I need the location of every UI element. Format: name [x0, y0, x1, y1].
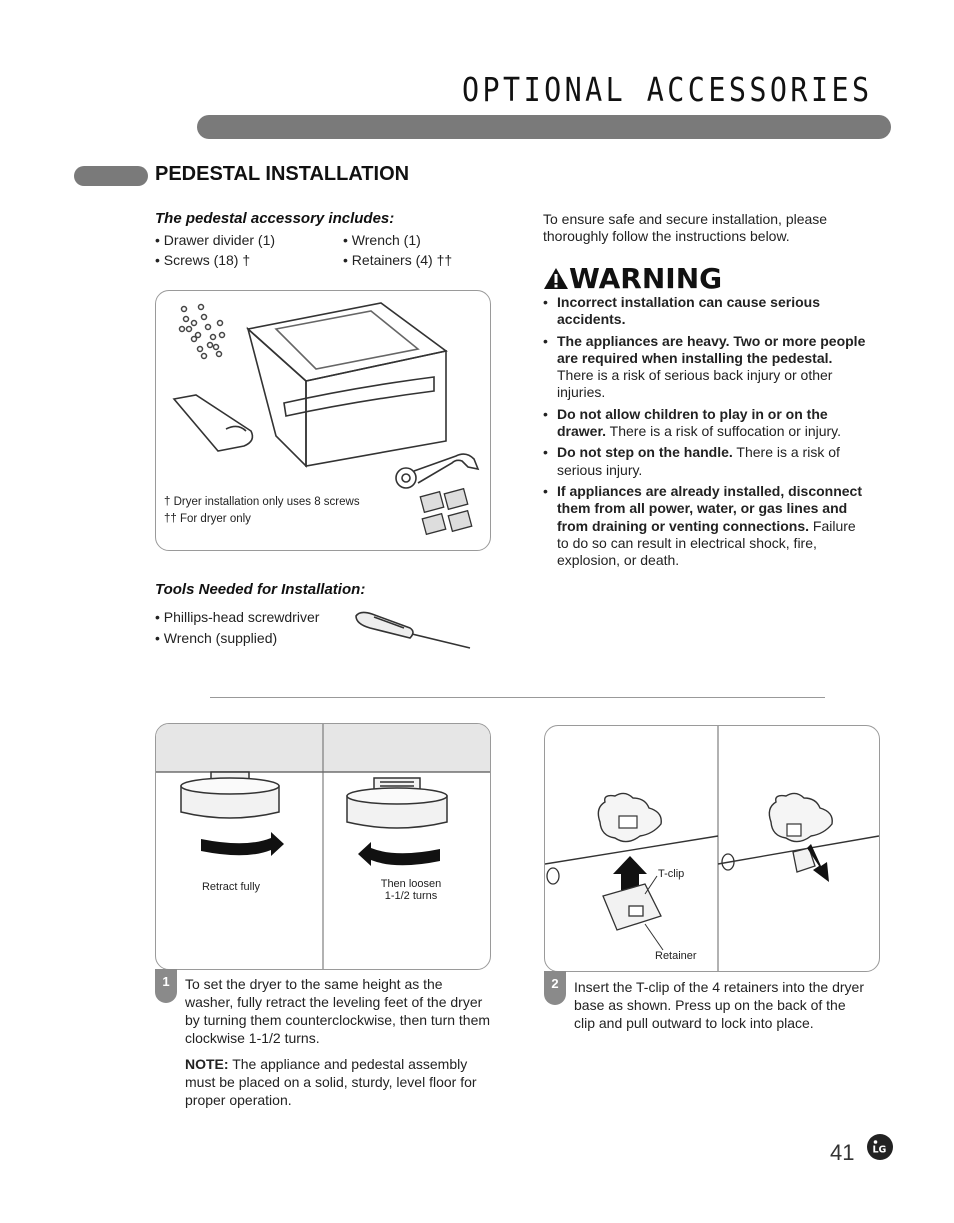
label-tclip: T-clip [658, 868, 685, 880]
warning-item-bold: Do not allow children to play in or on the drawer. [557, 405, 828, 440]
arrow-clockwise-icon [201, 832, 284, 856]
tools-item: • Phillips-head screwdriver [155, 609, 320, 625]
includes-heading-suffix: : [389, 210, 395, 227]
note-label: NOTE: [185, 1056, 229, 1072]
intro-text: To ensure safe and secure installation, please thoroughly follow the instructions below. [543, 211, 828, 244]
note-text: The appliance and pedestal assembly must be placed on a solid, sturdy, level floor for proper operation. [185, 1056, 477, 1108]
retainers-icon [420, 489, 471, 535]
warning-item-text: There is a risk of suffocation or injury. [606, 423, 842, 440]
warning-item-text: There is a risk of serious injury. [557, 444, 840, 478]
screws-icon [180, 305, 225, 359]
caption-loosen [361, 878, 461, 902]
includes-heading [155, 210, 394, 227]
warning-item-bold: Do not step on the handle. [557, 444, 733, 461]
includes-item: • Drawer divider (1) [155, 232, 276, 248]
leveling-feet-illustration [156, 724, 490, 969]
warning-list [543, 294, 871, 573]
warning-item-bold: The appliances are heavy. Two or more people are required when installing the pedestal. [557, 332, 866, 366]
screwdriver-icon [352, 608, 476, 652]
pedestal-accessories-illustration [156, 291, 490, 550]
page-number: 41 [830, 1140, 855, 1165]
caption-loosen-line: 1-1/2 turns [384, 890, 438, 902]
wrench-icon [396, 454, 478, 488]
step1-note [185, 1055, 493, 1109]
includes-heading-text: The pedestal accessory includes [155, 210, 390, 227]
step1-figure [155, 723, 491, 970]
step-number-badge: 2 [544, 971, 566, 1005]
accessory-panel [155, 290, 491, 551]
lg-logo [866, 1133, 894, 1161]
warning-icon [543, 266, 569, 290]
label-retainer: Retainer [655, 950, 697, 962]
includes-item: • Wrench (1) [343, 232, 421, 248]
warning-heading [543, 262, 722, 295]
warning-item-bold: If appliances are already installed, disconnect them from all power, water, or gas lines and from draining or venting connections. [557, 482, 863, 534]
section-title: PEDESTAL INSTALLATION [155, 163, 410, 185]
step-number-badge: 1 [155, 969, 177, 1003]
leveling-foot-icon [347, 778, 447, 828]
step2-figure [544, 725, 880, 972]
warning-item-bold: Incorrect installation can cause serious accidents. [557, 294, 820, 328]
warning-item-text: Failure to do so can result in electrical shock, fire, explosion, or death. [557, 517, 856, 569]
footnote: † Dryer installation only uses 8 screws [164, 496, 360, 508]
retainer-icon [603, 884, 661, 930]
warning-item: • Do not step on the handle. There is a risk of serious injury. [543, 444, 840, 478]
warning-item: • Incorrect installation can cause serious accidents. [543, 294, 820, 328]
pedestal-icon [248, 303, 446, 466]
caption-retract: Retract fully [201, 881, 261, 893]
tools-heading-suffix: : [360, 581, 366, 598]
includes-item: • Retainers (4) †† [343, 252, 453, 268]
section-divider [210, 697, 825, 698]
warning-item: • If appliances are already installed, disconnect them from all power, water, or gas lines and from draining or venting connections. Failure to do so can result in electrical shock, fire, explosion, or death. [543, 482, 863, 569]
caption-loosen-line: Then loosen [380, 878, 442, 890]
drawer-divider-icon [174, 395, 252, 451]
includes-item: • Screws (18) † [155, 252, 251, 268]
tools-heading [155, 581, 365, 598]
warning-item: • The appliances are heavy. Two or more people are required when installing the pedestal. There is a risk of serious back injury or other injuries. [543, 332, 866, 401]
footnote: †† For dryer only [164, 513, 251, 525]
tools-item: • Wrench (supplied) [155, 630, 278, 646]
warning-title: WARNING [569, 262, 723, 295]
lg-logo-text: LG [872, 1144, 887, 1156]
title-bar [197, 115, 891, 139]
arrow-counterclockwise-icon [358, 842, 440, 866]
leveling-foot-icon [181, 772, 279, 818]
page-title: OPTIONAL ACCESSORIES [462, 70, 873, 109]
tools-heading-text: Tools Needed for Installation [155, 581, 361, 598]
step2-text: Insert the T-clip of the 4 retainers into the dryer base as shown. Press up on the back of the clip and pull outward to lock into place. [574, 979, 865, 1031]
warning-item-text: There is a risk of serious back injury or other injuries. [557, 367, 833, 401]
step1-text: To set the dryer to the same height as the washer, fully retract the leveling feet of the dryer by turning them counterclockwise, then turn them clockwise 1-1/2 turns. [185, 976, 491, 1046]
section-pill [74, 166, 148, 186]
warning-item: • Do not allow children to play in or on the drawer. There is a risk of suffocation or injury. [543, 405, 842, 440]
retainer-installation-illustration [545, 726, 879, 971]
